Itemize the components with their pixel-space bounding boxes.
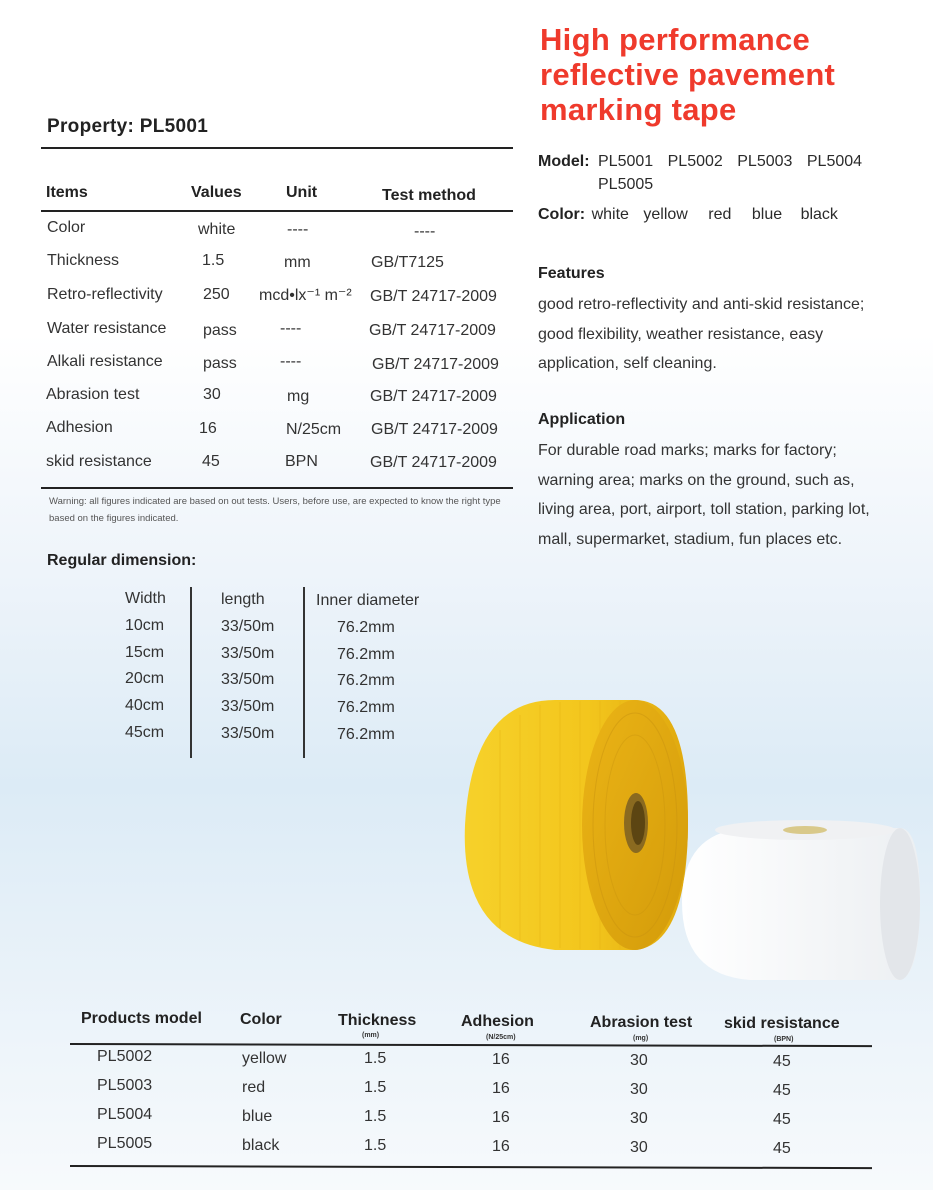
property-test-method: GB/T 24717-2009: [371, 421, 498, 438]
dimension-inner-diameter: 76.2mm: [337, 645, 395, 663]
products-header-color: Color: [240, 1011, 282, 1028]
property-item: Alkali resistance: [47, 353, 163, 370]
table-row: [0, 286, 520, 319]
product-thickness: 1.5: [364, 1079, 387, 1096]
color-list: [538, 206, 838, 224]
color-label: Color:: [538, 206, 586, 223]
property-top-rule: [41, 147, 513, 149]
title-line-2: reflective pavement: [540, 57, 836, 92]
property-unit: mcd•lx⁻¹ m⁻²: [259, 287, 352, 304]
property-header-items: Items: [46, 184, 88, 201]
property-item: Thickness: [47, 252, 120, 269]
features-line-3: application, self cleaning.: [538, 355, 717, 372]
product-model: PL5004: [97, 1106, 153, 1123]
dimension-inner-diameter: 76.2mm: [337, 699, 395, 717]
property-test-method: GB/T 24717-2009: [370, 388, 497, 405]
color-red: red: [708, 206, 732, 223]
dimension-length: 33/50m: [221, 724, 275, 742]
property-value: pass: [203, 355, 237, 372]
product-thickness: 1.5: [364, 1050, 387, 1067]
dimension-title: Regular dimension:: [47, 552, 197, 569]
table-row: [0, 386, 520, 419]
color-yellow: yellow: [643, 206, 688, 223]
dimension-header-length: length: [221, 591, 265, 608]
model-pl5005: PL5005: [598, 176, 654, 193]
dimension-length: 33/50m: [221, 671, 275, 689]
dimension-length: 33/50m: [221, 644, 275, 662]
title-line-3: marking tape: [540, 92, 737, 127]
product-thickness: 1.5: [364, 1137, 387, 1154]
product-model: PL5005: [97, 1135, 153, 1152]
product-skid: 45: [773, 1082, 791, 1099]
property-value: 30: [203, 386, 221, 403]
table-row: [0, 419, 520, 452]
model-pl5002: PL5002: [667, 153, 723, 170]
property-item: skid resistance: [46, 453, 152, 470]
application-text: [538, 436, 923, 554]
property-test-method: GB/T 24717-2009: [370, 288, 497, 305]
application-line-3: living area, port, airport, toll station, parking lot,: [538, 501, 870, 518]
products-header-skid: skid resistance: [724, 1015, 840, 1032]
product-model: PL5002: [97, 1048, 153, 1065]
title-line-1: High performance: [540, 22, 811, 57]
property-title: Property: PL5001: [47, 116, 209, 137]
dimension-width: 15cm: [125, 643, 165, 661]
dimension-divider-2: [303, 587, 305, 758]
dimension-width-column: [125, 586, 166, 747]
product-abrasion: 30: [630, 1139, 648, 1156]
property-item: Color: [47, 219, 86, 236]
application-line-4: mall, supermarket, stadium, fun places etc.: [538, 530, 843, 548]
property-item: Abrasion test: [46, 386, 140, 403]
property-value: white: [198, 221, 236, 238]
application-line-2: warning area; marks on the ground, such as,: [538, 471, 855, 489]
product-adhesion: 16: [492, 1051, 510, 1068]
application-heading: Application: [538, 411, 626, 428]
property-value: 45: [202, 453, 220, 470]
dimension-inner-diameter: 76.2mm: [337, 618, 395, 636]
property-unit: mm: [284, 254, 311, 271]
property-test-method: GB/T 24717-2009: [370, 454, 497, 471]
dimension-length: 33/50m: [221, 617, 275, 635]
features-heading: Features: [538, 265, 605, 282]
property-unit: ----: [280, 353, 302, 370]
products-header-model: Products model: [81, 1010, 202, 1027]
color-black: black: [800, 206, 838, 223]
table-row: [0, 219, 520, 252]
property-header-values: Values: [191, 184, 242, 201]
table-row: [0, 453, 520, 486]
unit-adhesion: (N/25cm): [486, 1034, 516, 1041]
products-bottom-rule: [70, 1165, 872, 1169]
property-header-test-method: Test method: [382, 187, 476, 204]
property-item: Retro-reflectivity: [47, 286, 163, 303]
property-value: 1.5: [202, 252, 225, 269]
model-pl5004: PL5004: [806, 153, 863, 170]
product-skid: 45: [773, 1053, 791, 1070]
property-test-method: GB/T 24717-2009: [372, 356, 499, 373]
product-color: red: [242, 1079, 266, 1096]
dimension-width: 40cm: [125, 697, 165, 715]
color-blue: blue: [751, 206, 783, 223]
features-line-1: good retro-reflectivity and anti-skid resistance;: [538, 296, 865, 313]
model-list: [538, 148, 898, 176]
products-header-abrasion: Abrasion test: [590, 1014, 693, 1031]
product-thickness: 1.5: [364, 1108, 387, 1125]
unit-abrasion: (mg): [633, 1035, 649, 1042]
property-test-method: GB/T7125: [371, 254, 444, 271]
product-color: blue: [242, 1108, 273, 1125]
property-header-rule: [41, 210, 513, 212]
table-row: [0, 320, 520, 353]
products-header-thickness: Thickness: [338, 1012, 417, 1029]
model-pl5001: PL5001: [598, 153, 654, 170]
dimension-inner-diameter: 76.2mm: [337, 672, 395, 690]
property-value: 16: [199, 420, 217, 437]
product-abrasion: 30: [630, 1110, 648, 1127]
dimension-header-inner-diameter: Inner diameter: [316, 592, 420, 609]
property-value: pass: [203, 322, 237, 339]
page-title: [540, 22, 920, 127]
product-color: black: [242, 1137, 280, 1154]
unit-thickness: (mm): [362, 1032, 380, 1039]
property-item: Adhesion: [46, 419, 113, 436]
table-row: [0, 353, 520, 386]
unit-skid: (BPN): [774, 1036, 794, 1043]
property-bottom-rule: [41, 487, 513, 489]
dimension-length-column: [221, 587, 274, 748]
color-white: white: [591, 206, 629, 223]
products-header-rule: [70, 1043, 872, 1047]
product-adhesion: 16: [492, 1080, 510, 1097]
dimension-divider-1: [190, 587, 192, 758]
dimension-header-width: Width: [125, 590, 166, 607]
features-text: [538, 290, 918, 379]
dimension-inner-diameter: 76.2mm: [337, 725, 395, 743]
white-tape-roll: [682, 820, 920, 980]
product-abrasion: 30: [630, 1052, 648, 1069]
property-unit: N/25cm: [286, 421, 342, 438]
property-item: Water resistance: [47, 320, 167, 337]
product-adhesion: 16: [492, 1109, 510, 1126]
product-adhesion: 16: [492, 1138, 510, 1155]
application-line-1: For durable road marks; marks for factory;: [538, 442, 837, 459]
property-unit: ----: [287, 221, 309, 238]
product-model: PL5003: [97, 1077, 153, 1094]
dimension-width: 10cm: [125, 616, 165, 634]
product-abrasion: 30: [630, 1081, 648, 1098]
product-skid: 45: [773, 1111, 791, 1128]
yellow-tape-roll: [465, 700, 688, 950]
model-label: Model:: [538, 153, 590, 170]
warning-note: Warning: all figures indicated are based on out tests. Users, before use, are expected to know the right type based on the figures indicated.: [49, 496, 501, 524]
property-test-method: GB/T 24717-2009: [369, 322, 496, 339]
dimension-inner-diameter-column: [316, 588, 419, 749]
property-value: 250: [203, 286, 230, 303]
dimension-width: 45cm: [125, 723, 165, 741]
table-row: [0, 252, 520, 285]
property-header-unit: Unit: [286, 184, 318, 201]
products-header-adhesion: Adhesion: [461, 1013, 534, 1030]
property-unit: BPN: [285, 453, 318, 470]
property-test-method: ----: [414, 223, 436, 240]
product-skid: 45: [773, 1140, 791, 1157]
tape-rolls-image: [460, 690, 920, 990]
dimension-length: 33/50m: [221, 698, 275, 716]
dimension-width: 20cm: [125, 670, 165, 688]
features-line-2: good flexibility, weather resistance, easy: [538, 325, 824, 343]
property-unit: mg: [287, 388, 310, 405]
property-unit: ----: [280, 320, 302, 337]
model-pl5003: PL5003: [737, 153, 793, 170]
product-color: yellow: [242, 1050, 287, 1067]
